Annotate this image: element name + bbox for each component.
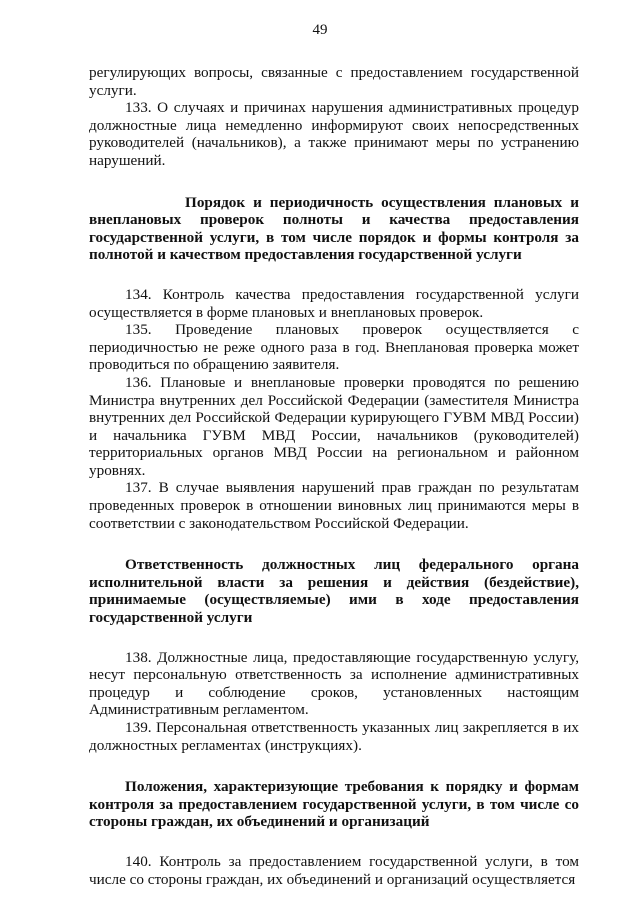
paragraph-140: 140. Контроль за предоставлением государственной услуги, в том числе со стороны граждан, их объединений и организаций осуществляется xyxy=(89,852,579,888)
document-body xyxy=(89,64,579,888)
paragraph-133: 133. О случаях и причинах нарушения административных процедур должностные лица немедленно информируют своих непосредственных руководителей (начальников), а также принимают меры по устранению нарушений. xyxy=(89,99,579,169)
paragraph-139: 139. Персональная ответственность указанных лиц закрепляется в их должностных регламентах (инструкциях). xyxy=(89,719,579,754)
paragraph-intro: регулирующих вопросы, связанные с предоставлением государственной услуги. xyxy=(89,64,579,99)
paragraph-134: 134. Контроль качества предоставления государственной услуги осуществляется в форме плановых и внеплановых проверок. xyxy=(89,285,579,321)
paragraph-138: 138. Должностные лица, предоставляющие государственную услугу, несут персональную ответственность за исполнение административных процедур и соблюдение сроков, установленных настоящим Административным регламентом. xyxy=(89,648,579,719)
paragraph-136: 136. Плановые и внеплановые проверки проводятся по решению Министра внутренних дел Российской Федерации (заместителя Министра внутренних дел Российской Федерации курирующего ГУВМ МВД России) и начальника ГУВМ МВД России, начальников (руководителей) территориальных органов МВД России на региональном и районном уровнях. xyxy=(89,373,579,479)
section-heading-responsibility: Ответственность должностных лиц федерального органа исполнительной власти за решения и действия (бездействие), принимаемые (осуществляемые) ими в ходе предоставления государственной услуги xyxy=(89,556,579,627)
section-heading-control-provisions: Положения, характеризующие требования к порядку и формам контроля за предоставлением государственной услуги, в том числе со стороны граждан, их объединений и организаций xyxy=(89,778,579,831)
paragraph-135: 135. Проведение плановых проверок осуществляется с периодичностью не реже одного раза в год. Внеплановая проверка может проводиться по обращению заявителя. xyxy=(89,321,579,374)
paragraph-137: 137. В случае выявления нарушений прав граждан по результатам проведенных проверок в отношении виновных лиц принимаются меры в соответствии с законодательством Российской Федерации. xyxy=(89,479,579,532)
section-heading-inspections: Порядок и периодичность осуществления плановых и внеплановых проверок полноты и качества предоставления государственной услуги, в том числе порядок и формы контроля за полнотой и качеством предоставления государственной услуги xyxy=(89,193,579,264)
page-number: 49 xyxy=(312,22,328,38)
